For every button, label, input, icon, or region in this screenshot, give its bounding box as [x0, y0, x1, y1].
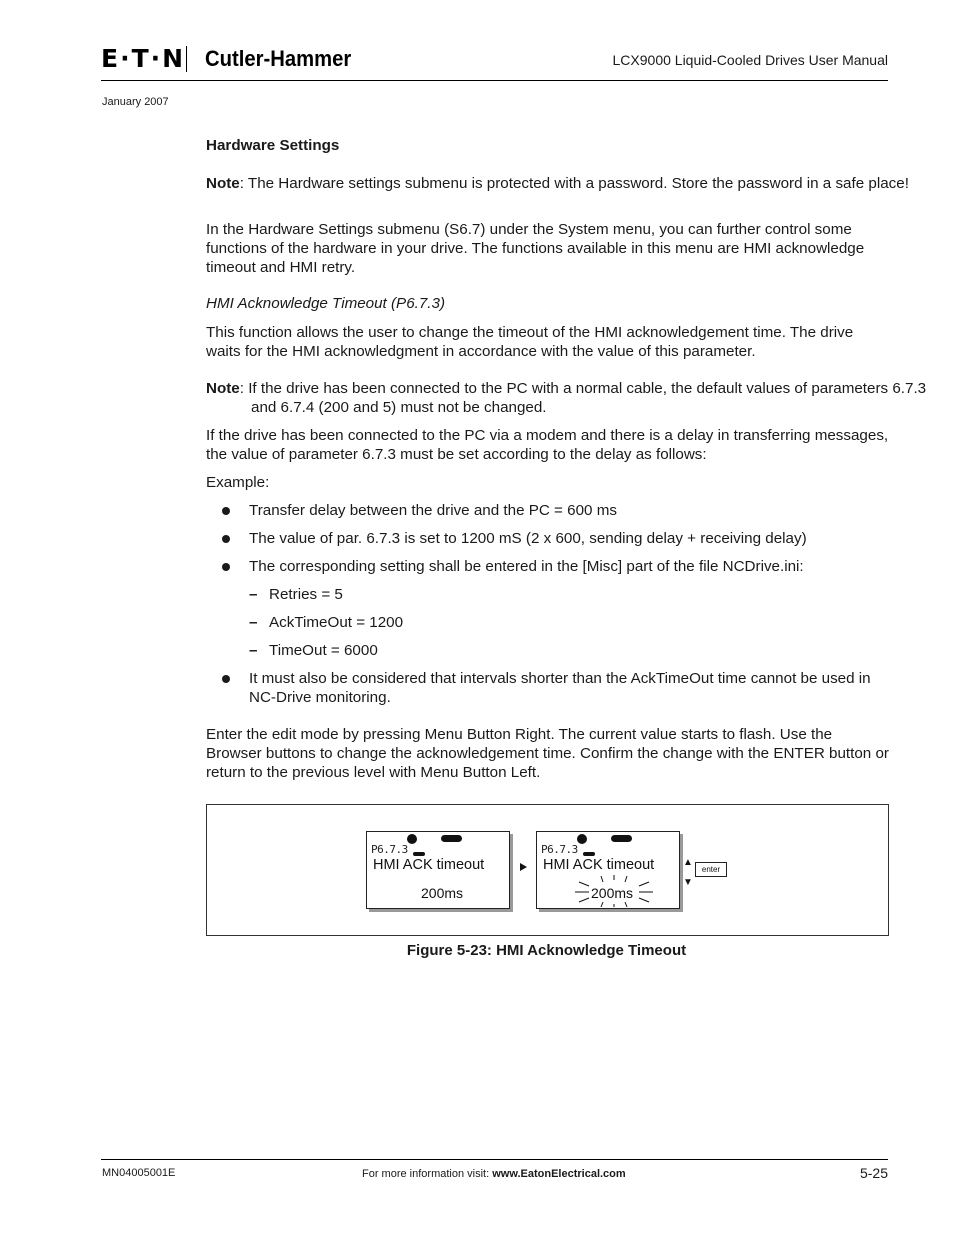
drive-status-icon: [407, 834, 417, 844]
section-title: Hardware Settings: [206, 137, 340, 154]
cutler-hammer-logo: Cutler-Hammer: [205, 46, 352, 71]
sub-list-item: – AckTimeOut = 1200: [249, 614, 404, 631]
bullet-icon: [222, 507, 230, 515]
subheading: HMI Acknowledge Timeout (P6.7.3): [206, 295, 446, 312]
lcd-panel-editing: [536, 831, 680, 909]
parameter-label: HMI ACK timeout: [543, 857, 655, 873]
bullet-icon: [222, 535, 230, 543]
flash-rays-icon: [573, 874, 655, 908]
page-number: 5-25: [859, 1165, 888, 1181]
header-divider: [101, 80, 888, 81]
note-password: [206, 174, 936, 193]
enter-key-icon: enter: [695, 862, 727, 877]
sub-list-item: – Retries = 5: [249, 586, 343, 603]
drive-status-icon: [577, 834, 587, 844]
bullet-icon: [222, 675, 230, 683]
bullet-icon: [222, 563, 230, 571]
sub-list-item: – TimeOut = 6000: [249, 642, 378, 659]
paragraph-modem: If the drive has been connected to the PC via a modem and there is a delay in transferring messages, the value of parameter 6.7.3 must be set according to the delay as follows:: [206, 427, 889, 463]
website-link[interactable]: www.EatonElectrical.com: [492, 1168, 626, 1180]
intro-paragraph: In the Hardware Settings submenu (S6.7) under the System menu, you can further control some functions of the hardware in your drive. The functions available in this menu are HMI acknowledge timeout and HMI retry.: [206, 221, 865, 276]
note-text: : The Hardware settings submenu is protected with a password. Store the password in a safe place!: [239, 175, 909, 192]
note-text: : If the drive has been connected to the PC with a normal cable, the default values of parameters 6.7.3 and 6.7.4 (200 and 5) must not be changed.: [239, 380, 927, 416]
parameter-code: P6.7.3: [541, 843, 578, 856]
footer-info: For more information visit: www.EatonElectrical.com: [362, 1168, 626, 1180]
parameter-value: 200ms: [421, 885, 464, 901]
document-number: MN04005001E: [102, 1167, 176, 1179]
parameter-code: P6.7.3: [371, 843, 408, 856]
publication-date: January 2007: [102, 96, 169, 108]
paragraph-edit-mode: Enter the edit mode by pressing Menu Button Right. The current value starts to flash. Use the Browser buttons to change the acknowledgement time. Confirm the change with the ENTER button or return to the previous level with Menu Button Left.: [206, 726, 889, 781]
ready-icon: [441, 835, 462, 842]
note-label: Note: [206, 380, 240, 397]
parameter-value: 200ms: [591, 885, 634, 901]
browser-updown-icon: ▲ ▼: [683, 857, 693, 888]
example-label: Example:: [206, 474, 270, 491]
figure-caption: Figure 5-23: HMI Acknowledge Timeout: [406, 942, 687, 959]
lcd-panel-before: [366, 831, 510, 909]
manual-title: LCX9000 Liquid-Cooled Drives User Manual: [612, 52, 888, 68]
location-icon: [413, 852, 425, 856]
location-icon: [583, 852, 595, 856]
eaton-logo: E·T·N: [101, 44, 186, 73]
footer-divider: [101, 1159, 888, 1160]
logo-divider: [186, 46, 187, 72]
ready-icon: [611, 835, 632, 842]
note-label: Note: [206, 175, 240, 192]
parameter-label: HMI ACK timeout: [373, 857, 485, 873]
paragraph-timeout: This function allows the user to change the timeout of the HMI acknowledgement time. The drive waits for the HMI acknowledgment in accordance with the value of this parameter.: [206, 324, 854, 360]
note-cable: [206, 379, 936, 417]
arrow-right-icon: [520, 863, 527, 871]
